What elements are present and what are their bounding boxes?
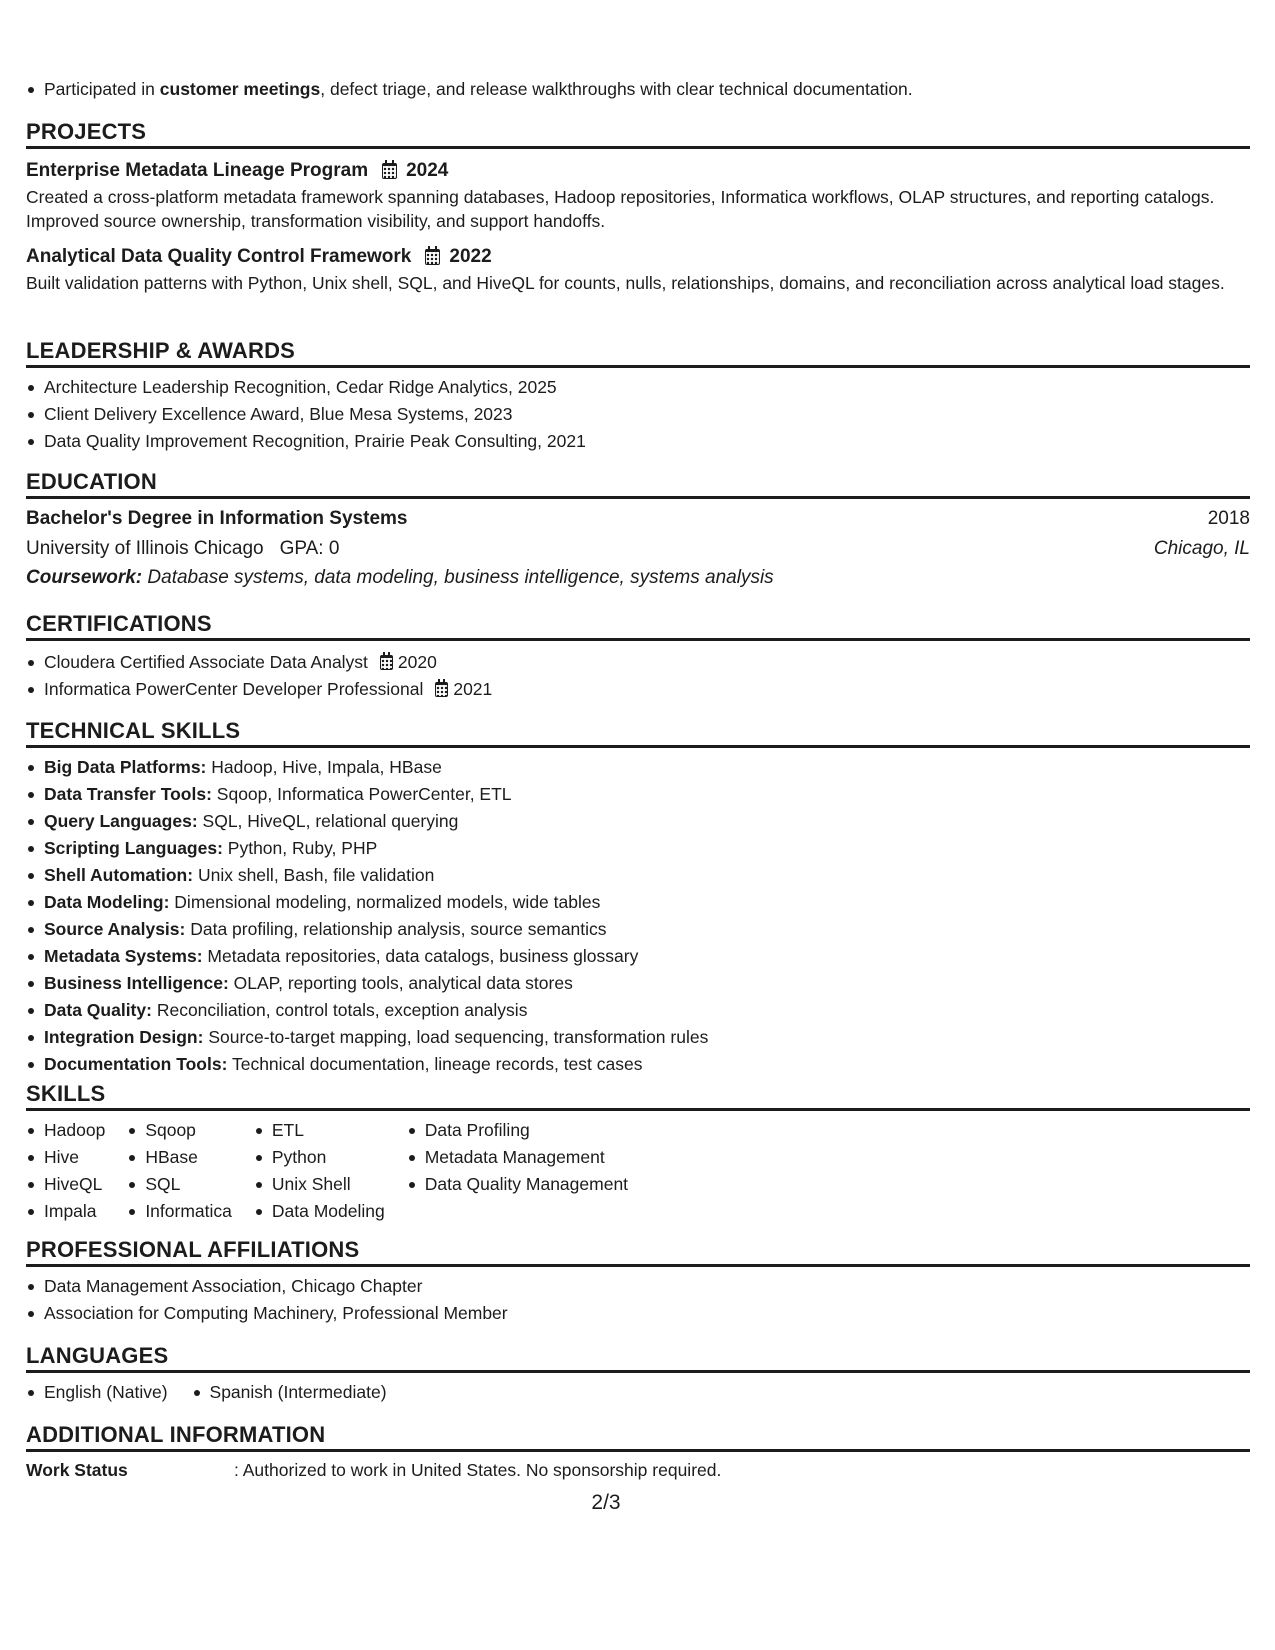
skill-item: Data Profiling bbox=[407, 1117, 628, 1144]
bullet-text: Participated in bbox=[44, 79, 160, 99]
project-year: 2024 bbox=[406, 160, 449, 181]
skill-category: Data Quality: bbox=[44, 1000, 152, 1020]
school-location: Chicago, IL bbox=[1153, 538, 1250, 559]
technical-skills-list bbox=[26, 754, 1250, 1078]
technical-skill-item bbox=[26, 970, 1250, 997]
skill-category: Query Languages: bbox=[44, 811, 198, 831]
technical-skill-item bbox=[26, 1024, 1250, 1051]
additional-info-section bbox=[26, 1420, 1250, 1483]
skill-values: Dimensional modeling, normalized models, wide tables bbox=[174, 892, 601, 912]
languages-section bbox=[26, 1341, 1250, 1406]
skill-item: SQL bbox=[127, 1171, 232, 1198]
skills-column bbox=[26, 1117, 105, 1225]
project-description: Created a cross-platform metadata framework spanning databases, Hadoop repositories, Informatica workflows, OLAP structures, and reporting catalogs. Improved source ownership, transformation visibility, and support handoffs. bbox=[26, 187, 1215, 231]
gpa: GPA: 0 bbox=[279, 538, 340, 559]
skill-values: OLAP, reporting tools, analytical data stores bbox=[233, 973, 573, 993]
skill-category: Integration Design: bbox=[44, 1027, 204, 1047]
skills-column bbox=[127, 1117, 232, 1225]
skill-category: Documentation Tools: bbox=[44, 1054, 228, 1074]
technical-skill-item bbox=[26, 1051, 1250, 1078]
calendar-icon bbox=[382, 163, 397, 179]
project-name: Enterprise Metadata Lineage Program bbox=[26, 160, 369, 181]
certification-item bbox=[26, 676, 1250, 703]
project-item bbox=[26, 243, 1250, 295]
technical-skill-item bbox=[26, 781, 1250, 808]
skill-values: Reconciliation, control totals, exception analysis bbox=[156, 1000, 528, 1020]
section-title: EDUCATION bbox=[26, 467, 1250, 499]
skill-values: SQL, HiveQL, relational querying bbox=[202, 811, 459, 831]
section-title: LANGUAGES bbox=[26, 1341, 1250, 1373]
project-name: Analytical Data Quality Control Framework bbox=[26, 246, 412, 267]
coursework: Database systems, data modeling, business intelligence, systems analysis bbox=[147, 567, 774, 588]
technical-skill-item bbox=[26, 943, 1250, 970]
certification-item bbox=[26, 649, 1250, 676]
work-status-label: Work Status bbox=[26, 1460, 128, 1480]
calendar-icon bbox=[380, 655, 393, 670]
work-status-row bbox=[26, 1457, 1250, 1483]
skill-item: HiveQL bbox=[26, 1171, 105, 1198]
technical-skill-item bbox=[26, 754, 1250, 781]
skill-values: Technical documentation, lineage records, test cases bbox=[231, 1054, 643, 1074]
skill-category: Shell Automation: bbox=[44, 865, 194, 885]
skill-values: Data profiling, relationship analysis, source semantics bbox=[190, 919, 607, 939]
award-item: Data Quality Improvement Recognition, Prairie Peak Consulting, 2021 bbox=[26, 428, 1250, 455]
skill-item: Python bbox=[254, 1144, 385, 1171]
calendar-icon bbox=[425, 249, 440, 265]
project-year: 2022 bbox=[449, 246, 492, 267]
skill-item: Unix Shell bbox=[254, 1171, 385, 1198]
leadership-awards-section bbox=[26, 336, 1250, 455]
skills-columns bbox=[26, 1117, 1250, 1225]
affiliations-section bbox=[26, 1235, 1250, 1327]
language-item: Spanish (Intermediate) bbox=[192, 1379, 387, 1406]
certification-year: 2020 bbox=[397, 652, 437, 672]
bullet-bold-text: customer meetings bbox=[159, 79, 321, 99]
school-name: University of Illinois Chicago bbox=[26, 538, 264, 559]
section-title: LEADERSHIP & AWARDS bbox=[26, 336, 1250, 368]
section-title: TECHNICAL SKILLS bbox=[26, 716, 1250, 748]
section-title: PROJECTS bbox=[26, 117, 1250, 149]
degree: Bachelor's Degree in Information Systems bbox=[26, 508, 408, 529]
technical-skill-item bbox=[26, 835, 1250, 862]
skill-item: ETL bbox=[254, 1117, 385, 1144]
skills-column bbox=[254, 1117, 385, 1225]
project-description: Built validation patterns with Python, Unix shell, SQL, and HiveQL for counts, nulls, relationships, domains, and reconciliation across analytical load stages. bbox=[26, 273, 1225, 293]
skill-values: Hadoop, Hive, Impala, HBase bbox=[211, 757, 442, 777]
project-item bbox=[26, 157, 1250, 233]
skill-item: Informatica bbox=[127, 1198, 232, 1225]
skill-values: Source-to-target mapping, load sequencing, transformation rules bbox=[208, 1027, 709, 1047]
skill-category: Metadata Systems: bbox=[44, 946, 203, 966]
skill-item: Metadata Management bbox=[407, 1144, 628, 1171]
skill-category: Business Intelligence: bbox=[44, 973, 229, 993]
skill-category: Data Transfer Tools: bbox=[44, 784, 212, 804]
skills-column bbox=[407, 1117, 628, 1225]
graduation-year: 2018 bbox=[1207, 508, 1250, 529]
language-item: English (Native) bbox=[26, 1379, 168, 1406]
section-title: ADDITIONAL INFORMATION bbox=[26, 1420, 1250, 1452]
affiliation-item: Data Management Association, Chicago Chapter bbox=[26, 1273, 1250, 1300]
work-status-value: : Authorized to work in United States. No sponsorship required. bbox=[234, 1460, 722, 1480]
skill-item: Sqoop bbox=[127, 1117, 232, 1144]
coursework-label: Coursework: bbox=[26, 567, 143, 588]
technical-skill-item bbox=[26, 808, 1250, 835]
page-number: 2/3 bbox=[591, 1491, 621, 1514]
skill-category: Source Analysis: bbox=[44, 919, 186, 939]
skill-item: Hadoop bbox=[26, 1117, 105, 1144]
affiliation-item: Association for Computing Machinery, Professional Member bbox=[26, 1300, 1250, 1327]
calendar-icon bbox=[435, 682, 448, 697]
education-section bbox=[26, 467, 1250, 592]
certification-name: Cloudera Certified Associate Data Analyst bbox=[44, 652, 368, 672]
certifications-section bbox=[26, 609, 1250, 703]
section-title: CERTIFICATIONS bbox=[26, 609, 1250, 641]
skill-category: Scripting Languages: bbox=[44, 838, 223, 858]
list-item bbox=[26, 76, 1250, 103]
skill-item: Hive bbox=[26, 1144, 105, 1171]
skills-section bbox=[26, 1079, 1250, 1225]
award-item: Architecture Leadership Recognition, Cedar Ridge Analytics, 2025 bbox=[26, 374, 1250, 401]
skill-item: Impala bbox=[26, 1198, 105, 1225]
technical-skills-section bbox=[26, 716, 1250, 1078]
skill-item: HBase bbox=[127, 1144, 232, 1171]
technical-skill-item bbox=[26, 916, 1250, 943]
skill-values: Unix shell, Bash, file validation bbox=[197, 865, 435, 885]
skill-category: Data Modeling: bbox=[44, 892, 170, 912]
skill-values: Python, Ruby, PHP bbox=[227, 838, 378, 858]
skill-values: Metadata repositories, data catalogs, business glossary bbox=[207, 946, 639, 966]
bullet-text: , defect triage, and release walkthroughs with clear technical documentation. bbox=[320, 79, 913, 99]
skill-item: Data Quality Management bbox=[407, 1171, 628, 1198]
resume-page bbox=[26, 0, 1250, 1650]
technical-skill-item bbox=[26, 862, 1250, 889]
experience-continued-list bbox=[26, 76, 1250, 103]
technical-skill-item bbox=[26, 889, 1250, 916]
section-title: SKILLS bbox=[26, 1079, 1250, 1111]
skill-item: Data Modeling bbox=[254, 1198, 385, 1225]
section-title: PROFESSIONAL AFFILIATIONS bbox=[26, 1235, 1250, 1267]
skill-category: Big Data Platforms: bbox=[44, 757, 207, 777]
projects-section bbox=[26, 117, 1250, 295]
technical-skill-item bbox=[26, 997, 1250, 1024]
skill-values: Sqoop, Informatica PowerCenter, ETL bbox=[216, 784, 512, 804]
certification-name: Informatica PowerCenter Developer Professional bbox=[44, 679, 424, 699]
award-item: Client Delivery Excellence Award, Blue Mesa Systems, 2023 bbox=[26, 401, 1250, 428]
certification-year: 2021 bbox=[453, 679, 493, 699]
